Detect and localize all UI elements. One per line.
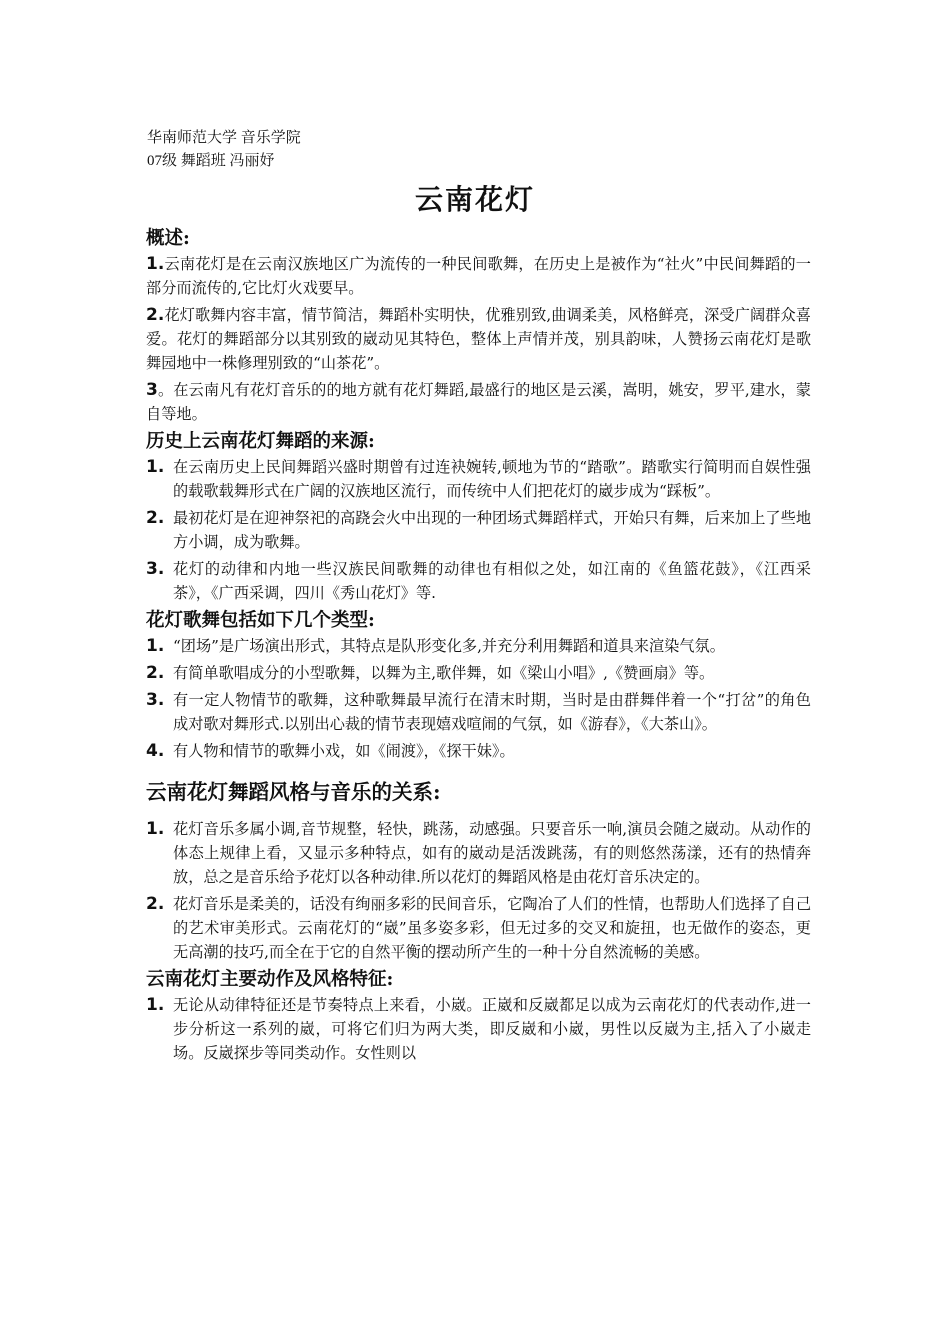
list-number: 4. xyxy=(146,741,165,761)
list-number: 1. xyxy=(146,457,165,477)
list-item-text: “团场”是广场演出形式，其特点是队形变化多,并充分利用舞蹈和道具来渲染气氛。 xyxy=(173,637,725,655)
list-number: 3. xyxy=(146,690,165,710)
list-number: 2. xyxy=(146,663,165,683)
list-item xyxy=(146,661,811,685)
paragraph-text: 。在云南凡有花灯音乐的的地方就有花灯舞蹈,最盛行的地区是云溪，嵩明，姚安，罗平,建水，蒙自等地。 xyxy=(146,381,811,423)
document-title: 云南花灯 xyxy=(414,183,535,216)
list-item xyxy=(146,817,811,889)
author-header xyxy=(147,127,301,173)
list-item-text: 有人物和情节的歌舞小戏，如《闹渡》，《探干妹》。 xyxy=(173,742,515,760)
list-number: 1. xyxy=(146,819,165,839)
list-item-text: 最初花灯是在迎神祭祀的高跷会火中出现的一种团场式舞蹈样式，开始只有舞，后来加上了些地方小调，成为歌舞。 xyxy=(173,509,811,551)
list-item xyxy=(146,688,811,736)
section-heading-overview: 概述: xyxy=(146,228,190,249)
section-heading-movements: 云南花灯主要动作及风格特征: xyxy=(146,969,394,990)
list-item xyxy=(146,557,811,605)
paragraph-number: 3 xyxy=(146,380,158,400)
movements-list xyxy=(146,993,811,1065)
list-item xyxy=(146,892,811,964)
section-heading-types: 花灯歌舞包括如下几个类型: xyxy=(146,610,375,631)
paragraph-text: 云南花灯是在云南汉族地区广为流传的一种民间歌舞，在历史上是被作为“社火”中民间舞蹈的一部分而流传的,它比灯火戏要早。 xyxy=(146,255,811,297)
document-body xyxy=(146,226,811,1068)
list-item xyxy=(146,455,811,503)
section-heading-history: 历史上云南花灯舞蹈的来源: xyxy=(146,431,375,452)
paragraph-text: 花灯歌舞内容丰富，情节简洁，舞蹈朴实明快，优雅别致,曲调柔美，风格鲜亮，深受广阔群众喜爱。花灯的舞蹈部分以其别致的崴动见其特色，整体上声情并茂，别具韵味，人赞扬云南花灯是歌舞园地中一株修理别致的“山茶花”。 xyxy=(146,306,811,372)
header-institution: 华南师范大学 音乐学院 xyxy=(147,130,301,146)
overview-paragraph xyxy=(146,303,811,375)
music-list xyxy=(146,817,811,964)
list-item-text: 无论从动律特征还是节奏特点上来看，小崴。正崴和反崴都足以成为云南花灯的代表动作,进一步分析这一系列的崴，可将它们归为两大类，即反崴和小崴，男性以反崴为主,括入了小崴走场。反崴探步等同类动作。女性则以 xyxy=(173,996,811,1062)
section-heading-music: 云南花灯舞蹈风格与音乐的关系: xyxy=(146,780,441,804)
list-item xyxy=(146,993,811,1065)
list-item-text: 在云南历史上民间舞蹈兴盛时期曾有过连袂婉转,顿地为节的“踏歌”。踏歌实行简明而自娱性强的载歌载舞形式在广阔的汉族地区流行，而传统中人们把花灯的崴步成为“踩板”。 xyxy=(173,458,811,500)
list-item xyxy=(146,506,811,554)
list-item xyxy=(146,634,811,658)
list-number: 2. xyxy=(146,508,165,528)
list-number: 1. xyxy=(146,636,165,656)
list-item-text: 有简单歌唱成分的小型歌舞，以舞为主,歌伴舞，如《梁山小唱》,《赞画扇》等。 xyxy=(173,664,715,682)
list-number: 2. xyxy=(146,894,165,914)
header-class-author: 07级 舞蹈班 冯丽妤 xyxy=(147,153,275,169)
list-item-text: 花灯音乐是柔美的，话没有绚丽多彩的民间音乐，它陶冶了人们的性情，也帮助人们选择了自己的艺术审美形式。云南花灯的“崴”虽多姿多彩，但无过多的交叉和旋扭，也无做作的姿态，更无高潮的技巧,而全在于它的自然平衡的摆动所产生的一种十分自然流畅的美感。 xyxy=(173,895,811,961)
paragraph-number: 1. xyxy=(146,254,165,274)
paragraph-number: 2. xyxy=(146,305,165,325)
types-list xyxy=(146,634,811,763)
list-item-text: 花灯的动律和内地一些汉族民间歌舞的动律也有相似之处，如江南的《鱼篮花鼓》，《江西采茶》，《广西采调，四川《秀山花灯》等. xyxy=(173,560,811,602)
list-item-text: 花灯音乐多属小调,音节规整，轻快，跳荡，动感强。只要音乐一响,演员会随之崴动。从动作的体态上规律上看，又显示多种特点，如有的崴动是活泼跳荡，有的则悠然荡漾，还有的热情奔放，总之是音乐给予花灯以各种动律.所以花灯的舞蹈风格是由花灯音乐决定的。 xyxy=(173,820,811,886)
list-number: 1. xyxy=(146,995,165,1015)
list-item-text: 有一定人物情节的歌舞，这种歌舞最早流行在清末时期，当时是由群舞伴着一个“打岔”的角色成对歌对舞形式.以别出心裁的情节表现嬉戏喧闹的气氛，如《游春》，《大茶山》。 xyxy=(173,691,811,733)
history-list xyxy=(146,455,811,605)
overview-paragraph xyxy=(146,252,811,300)
list-item xyxy=(146,739,811,763)
overview-paragraph xyxy=(146,378,811,426)
list-number: 3. xyxy=(146,559,165,579)
